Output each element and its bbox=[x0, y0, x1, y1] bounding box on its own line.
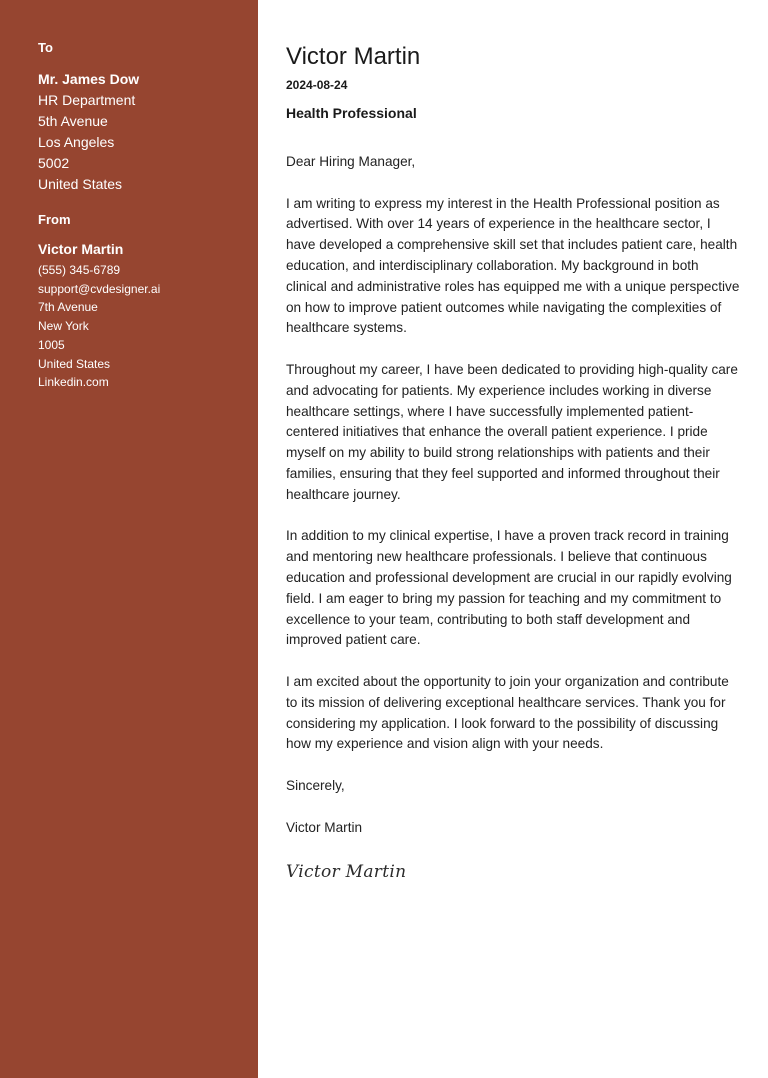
sender-street: 7th Avenue bbox=[38, 300, 98, 315]
signature: Victor Martin bbox=[286, 862, 407, 883]
letter-body bbox=[286, 152, 742, 885]
recipient-street: 5th Avenue bbox=[38, 113, 108, 129]
recipient-city: Los Angeles bbox=[38, 134, 115, 150]
sender-block bbox=[38, 240, 258, 392]
job-title: Health Professional bbox=[286, 105, 417, 121]
body-paragraph: I am excited about the opportunity to join your organization and contribute to its mission of delivering exceptional healthcare services. Thank you for considering my application. I look forward to the possibility of discussing how my experience and vision align with your needs. bbox=[286, 673, 729, 752]
sender-country: United States bbox=[38, 356, 111, 371]
sidebar bbox=[0, 0, 258, 1078]
body-paragraph: I am writing to express my interest in the Health Professional position as advertised. With over 14 years of experience in the healthcare sector, I have developed a comprehensive skill set that includes patient care, health education, and interdisciplinary collaboration. My background in both clinical and administrative roles has equipped me with a unique perspective on how to improve patient outcomes while navigating the complexities of healthcare systems. bbox=[286, 195, 740, 336]
closing-name: Victor Martin bbox=[286, 819, 363, 835]
letter-sender-name: Victor Martin bbox=[286, 43, 421, 70]
sender-linkedin: Linkedin.com bbox=[38, 375, 109, 390]
letter-date: 2024-08-24 bbox=[286, 78, 348, 92]
body-paragraph: Throughout my career, I have been dedicated to providing high-quality care and advocating for patients. My experience includes working in diverse healthcare settings, where I have successfully implemented patient-centered initiatives that enhance the overall patient experience. I pride myself on my ability to build strong relationships with patients and their families, ensuring that they feel supported and informed throughout their healthcare journey. bbox=[286, 361, 738, 502]
recipient-name: Mr. James Dow bbox=[38, 71, 140, 87]
from-heading: From bbox=[38, 212, 71, 227]
recipient-zip: 5002 bbox=[38, 155, 70, 171]
closing: Sincerely, bbox=[286, 777, 345, 793]
sender-city: New York bbox=[38, 319, 89, 334]
body-paragraph: In addition to my clinical expertise, I have a proven track record in training and mentoring new healthcare professionals. I believe that continuous education and professional development are crucial in our rapidly evolving field. I am eager to bring my passion for teaching and my commitment to excellence to your team, contributing to both staff development and improved patient care. bbox=[286, 528, 732, 648]
sender-zip: 1005 bbox=[38, 337, 65, 352]
sender-phone: (555) 345-6789 bbox=[38, 263, 121, 277]
to-heading: To bbox=[38, 40, 53, 55]
sender-email: support@cvdesigner.ai bbox=[38, 281, 161, 296]
recipient-block bbox=[38, 69, 258, 195]
sender-name: Victor Martin bbox=[38, 241, 124, 257]
salutation: Dear Hiring Manager, bbox=[286, 154, 416, 169]
recipient-country: United States bbox=[38, 176, 123, 192]
recipient-department: HR Department bbox=[38, 92, 136, 108]
